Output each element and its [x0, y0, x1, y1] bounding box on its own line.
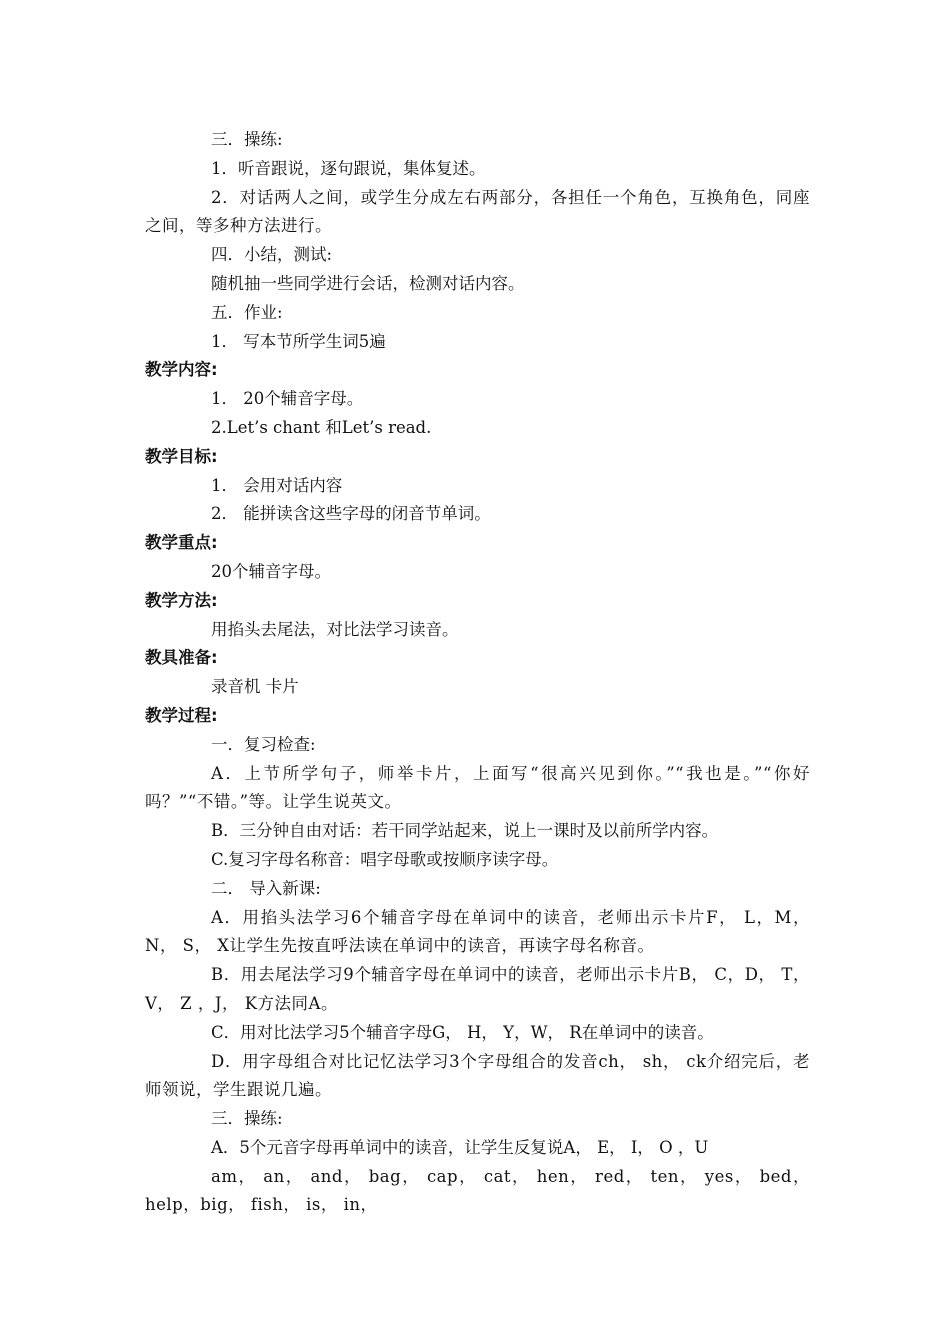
bold-heading: 教学过程: — [145, 705, 218, 725]
paragraph: 1．听音跟说，逐句跟说，集体复述。 — [211, 158, 486, 178]
bold-heading: 教学内容: — [145, 360, 218, 380]
paragraph: A．5个元音字母再单词中的读音，让学生反复说A， E， I， O ，U — [211, 1137, 709, 1157]
paragraph: A．上节所学句子，师举卡片，上面写“很高兴见到你。”“我也是。”“你好吗？”“不错。”等。让学生说英文。 — [145, 763, 810, 812]
paragraph: B．三分钟自由对话：若干同学站起来，说上一课时及以前所学内容。 — [211, 821, 719, 841]
bold-heading: 教学目标: — [145, 446, 218, 466]
paragraph: C.复习字母名称音：唱字母歌或按顺序读字母。 — [211, 849, 559, 869]
paragraph: 20个辅音字母。 — [211, 561, 331, 581]
section-heading: 四．小结，测试: — [211, 245, 333, 265]
paragraph: B．用去尾法学习9个辅音字母在单词中的读音，老师出示卡片B， C，D， T， V， Z ，J， K方法同A。 — [145, 965, 810, 1013]
section-heading: 一．复习检查: — [211, 734, 316, 754]
bold-heading: 教学方法: — [145, 590, 218, 610]
document-body — [145, 126, 810, 1220]
bold-heading: 教学重点: — [145, 533, 218, 553]
paragraph: A．用掐头法学习6个辅音字母在单词中的读音，老师出示卡片F， L，M， N， S， X让学生先按直呼法读在单词中的读音，再读字母名称音。 — [145, 907, 810, 956]
paragraph: 用掐头去尾法，对比法学习读音。 — [211, 619, 459, 639]
section-heading: 五．作业: — [211, 302, 283, 322]
paragraph: 1． 20个辅音字母。 — [211, 389, 364, 409]
paragraph: D．用字母组合对比记忆法学习3个字母组合的发音ch， sh， ck介绍完后，老师领说，学生跟说几遍。 — [145, 1051, 810, 1100]
section-heading: 三．操练: — [211, 1109, 283, 1129]
paragraph: 2． 能拼读含这些字母的闭音节单词。 — [211, 504, 491, 524]
word-list: am， an， and， bag， cap， cat， hen， red， ten， yes， bed， help，big， fish， is， in， — [145, 1166, 810, 1215]
section-heading: 二． 导入新课: — [211, 878, 321, 898]
paragraph: C．用对比法学习5个辅音字母G， H， Y，W， R在单词中的读音。 — [211, 1022, 714, 1042]
paragraph: 2．对话两人之间，或学生分成左右两部分，各担任一个角色，互换角色，同座之间，等多种方法进行。 — [145, 187, 810, 236]
section-heading: 三．操练: — [211, 130, 283, 149]
paragraph: 随机抽一些同学进行会话，检测对话内容。 — [211, 273, 525, 293]
paragraph: 2.Let’s chant 和Let’s read. — [211, 417, 432, 437]
paragraph: 1． 会用对话内容 — [211, 475, 343, 495]
paragraph: 录音机 卡片 — [211, 677, 299, 697]
bold-heading: 教具准备: — [145, 648, 218, 668]
paragraph: 1． 写本节所学生词5遍 — [211, 331, 386, 351]
